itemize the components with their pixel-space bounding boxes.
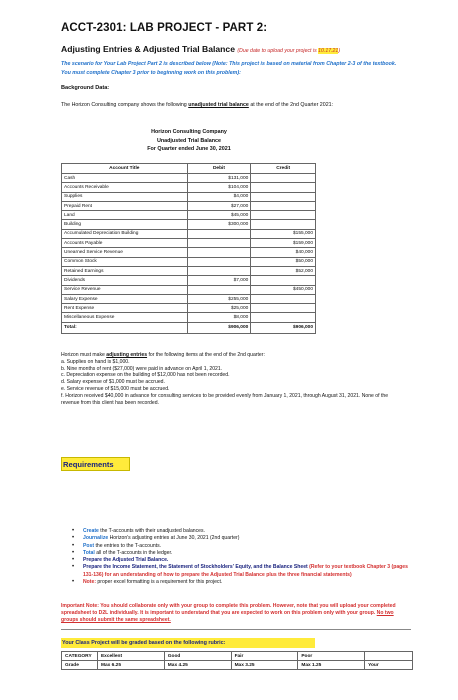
trial-balance-heading <box>114 128 264 154</box>
table-row <box>62 220 316 229</box>
rubric-cell: Max 1.25 <box>298 661 365 670</box>
credit-cell: $159,000 <box>251 239 316 248</box>
requirement-lead: Note: <box>83 579 97 586</box>
table-row <box>62 229 316 238</box>
debit-cell <box>187 239 251 248</box>
table-row <box>62 266 316 275</box>
requirements-list <box>72 528 412 586</box>
account-cell: Dividends <box>62 276 188 285</box>
rubric-cell: Max 6.25 <box>97 661 164 670</box>
due-date-note <box>237 48 340 54</box>
debit-cell: $300,000 <box>187 220 251 229</box>
credit-cell: $450,000 <box>251 285 316 294</box>
background-text-before: The Horizon Consulting company shows the following <box>61 102 189 108</box>
debit-cell: $45,000 <box>187 211 251 220</box>
table-row <box>62 174 316 183</box>
adjustment-item: d. Salary expense of $1,000 must be accrued. <box>61 379 165 386</box>
statement-period: For Quarter ended June 30, 2021 <box>147 146 231 153</box>
requirement-text: the T-accounts with their unadjusted balances. <box>98 528 205 534</box>
trial-balance-body <box>62 174 316 323</box>
debit-cell <box>187 285 251 294</box>
credit-cell <box>251 313 316 322</box>
debit-cell <box>187 266 251 275</box>
account-cell: Rent Expense <box>62 304 188 313</box>
debit-cell: $7,000 <box>187 276 251 285</box>
account-cell: Common Stock <box>62 257 188 266</box>
table-row <box>62 239 316 248</box>
rubric-header-cell: Fair <box>231 652 298 661</box>
rubric-heading: Your Class Project will be graded based on the following rubric: <box>61 638 315 648</box>
rubric-table <box>61 651 413 670</box>
rubric-header-row <box>62 652 413 661</box>
credit-cell <box>251 192 316 201</box>
rubric-cell: Max 4.25 <box>164 661 231 670</box>
credit-cell <box>251 201 316 210</box>
total-debit: $906,000 <box>187 322 251 333</box>
scenario-note: The scenario for Your Lab Project Part 2 is described below (Note: This project is based on material from Chapter 2-3 of the textbook. You must complete Chapter 3 prior to beginning work on this problem): <box>61 61 397 76</box>
requirement-lead: Post <box>83 542 95 549</box>
company-name: Horizon Consulting Company <box>151 129 227 135</box>
list-item <box>72 528 412 535</box>
table-row <box>62 248 316 257</box>
rubric-cell: Max 3.25 <box>231 661 298 670</box>
list-item <box>72 557 412 564</box>
requirement-text: proper excel formatting is a requirement for this project. <box>96 579 223 586</box>
debit-cell: $4,000 <box>187 192 251 201</box>
table-row <box>62 257 316 266</box>
divider <box>61 629 411 630</box>
requirement-lead: Prepare <box>83 564 102 571</box>
due-suffix: ) <box>338 48 341 54</box>
credit-cell <box>251 174 316 183</box>
credit-cell: $52,000 <box>251 266 316 275</box>
adjustments-intro <box>61 352 407 359</box>
table-row <box>62 313 316 322</box>
adjustment-item: e. Service revenue of $15,000 must be accrued. <box>61 385 170 392</box>
important-note-text: Important Note: You should collaborate only with your group to complete this problem. However, note that you will upload your completed spreadsheet to D2L individually. It is important to understand that you are expected to work on this problem only with your group. <box>61 603 396 616</box>
account-cell: Building <box>62 220 188 229</box>
adjustments-section <box>61 352 407 406</box>
account-cell: Retained Earnings <box>62 266 188 275</box>
requirement-reference: (Refer to your textbook Chapter 3 (pages 131-136) for an understanding of how to prepare the Adjusted Trial Balance plus the three financial statements) <box>83 564 408 578</box>
credit-cell <box>251 220 316 229</box>
table-row <box>62 304 316 313</box>
account-cell: Accounts Payable <box>62 239 188 248</box>
adjustment-item: c. Depreciation expense on the building of $12,000 has not been recorded. <box>61 372 230 379</box>
subtitle <box>61 44 340 54</box>
credit-cell <box>251 304 316 313</box>
adjustment-item: b. Nine months of rent ($27,000) were paid in advance on April 1, 2021. <box>61 365 223 372</box>
requirement-text: Horizon's adjusting entries at June 30, 2021 (2nd quarter) <box>108 535 240 542</box>
table-row <box>62 285 316 294</box>
debit-cell <box>187 257 251 266</box>
list-item <box>72 543 412 550</box>
account-cell: Cash <box>62 174 188 183</box>
requirement-text: the Adjusted Trial Balance. <box>101 557 169 564</box>
rubric-header-cell: Good <box>164 652 231 661</box>
requirement-lead: Prepare <box>83 557 102 564</box>
rubric-cell: Your <box>365 661 413 670</box>
account-cell: Prepaid Rent <box>62 201 188 210</box>
background-text-after: at the end of the 2nd Quarter 2021: <box>248 102 334 108</box>
credit-cell <box>251 294 316 303</box>
list-item <box>72 564 412 579</box>
due-date: 10.17.21 <box>318 48 339 54</box>
requirement-lead: Total <box>83 549 95 556</box>
account-cell: Accounts Receivable <box>62 183 188 192</box>
requirement-text: all of the T-accounts in the ledger. <box>94 549 173 556</box>
background-text <box>61 101 407 110</box>
adjustment-item: f. Horizon received $40,000 in advance for consulting services to be provided evenly from January 1, 2021, through August 31, 2021. None of the revenue from this client has been recorded. <box>61 392 389 406</box>
requirement-text: the entries to the T-accounts. <box>94 542 162 549</box>
debit-cell: $131,000 <box>187 174 251 183</box>
debit-cell <box>187 248 251 257</box>
account-cell: Supplies <box>62 192 188 201</box>
account-cell: Unearned Service Revenue <box>62 248 188 257</box>
credit-cell: $155,000 <box>251 229 316 238</box>
background-label: Background Data: <box>61 85 110 91</box>
page-title: ACCT-2301: LAB PROJECT - PART 2: <box>61 22 268 34</box>
table-row <box>62 201 316 210</box>
document-page <box>52 0 414 700</box>
table-row <box>62 294 316 303</box>
adjustments-intro-after: for the following items at the end of the 2nd quarter: <box>147 352 265 358</box>
total-row <box>62 322 316 333</box>
important-note <box>61 603 409 623</box>
table-row <box>62 192 316 201</box>
column-header: Account Title <box>62 164 188 174</box>
adjustments-intro-underlined: adjusting entries <box>106 352 148 358</box>
account-cell: Accumulated Depreciation Building <box>62 229 188 238</box>
total-credit: $906,000 <box>251 322 316 333</box>
list-item <box>72 550 412 557</box>
requirement-lead: Journalize <box>83 535 109 542</box>
account-cell: Land <box>62 211 188 220</box>
account-cell: Service Revenue <box>62 285 188 294</box>
debit-cell: $8,000 <box>187 313 251 322</box>
debit-cell: $104,000 <box>187 183 251 192</box>
account-cell: Salary Expense <box>62 294 188 303</box>
requirements-heading: Requirements <box>61 457 130 471</box>
column-header: Debit <box>187 164 251 174</box>
rubric-header-cell: Poor <box>298 652 365 661</box>
adjustment-item: a. Supplies on hand is $1,000. <box>61 358 130 365</box>
statement-name: Unadjusted Trial Balance <box>156 137 222 144</box>
total-label: Total: <box>62 322 188 333</box>
debit-cell: $25,000 <box>187 304 251 313</box>
table-row <box>62 211 316 220</box>
rubric-header-cell <box>365 652 413 661</box>
requirement-lead: Create <box>83 528 99 534</box>
due-prefix: (Due date to upload your project is <box>237 48 319 54</box>
table-header-row <box>62 164 316 174</box>
credit-cell <box>251 276 316 285</box>
credit-cell: $40,000 <box>251 248 316 257</box>
debit-cell <box>187 229 251 238</box>
table-row <box>62 183 316 192</box>
list-item <box>72 579 412 586</box>
credit-cell <box>251 183 316 192</box>
debit-cell: $27,000 <box>187 201 251 210</box>
important-note-underlined: No two groups should submit the same spreadsheet. <box>61 609 394 623</box>
trial-balance-table <box>61 163 316 334</box>
account-cell: Miscellaneous Expense <box>62 313 188 322</box>
column-header: Credit <box>251 164 316 174</box>
rubric-header-cell: Excellent <box>97 652 164 661</box>
rubric-header-cell: CATEGORY <box>62 652 98 661</box>
requirement-text: the Income Statement, the Statement of Stockholders' Equity, and the Balance Sheet <box>101 564 310 571</box>
rubric-cell: Grade <box>62 661 98 670</box>
list-item <box>72 535 412 542</box>
debit-cell: $255,000 <box>187 294 251 303</box>
credit-cell <box>251 211 316 220</box>
subtitle-text: Adjusting Entries & Adjusted Trial Balance <box>61 44 235 54</box>
credit-cell: $50,000 <box>251 257 316 266</box>
table-row <box>62 276 316 285</box>
adjustments-intro-before: Horizon must make <box>61 352 107 358</box>
rubric-row <box>62 661 413 670</box>
background-text-underlined: unadjusted trial balance <box>188 102 249 108</box>
